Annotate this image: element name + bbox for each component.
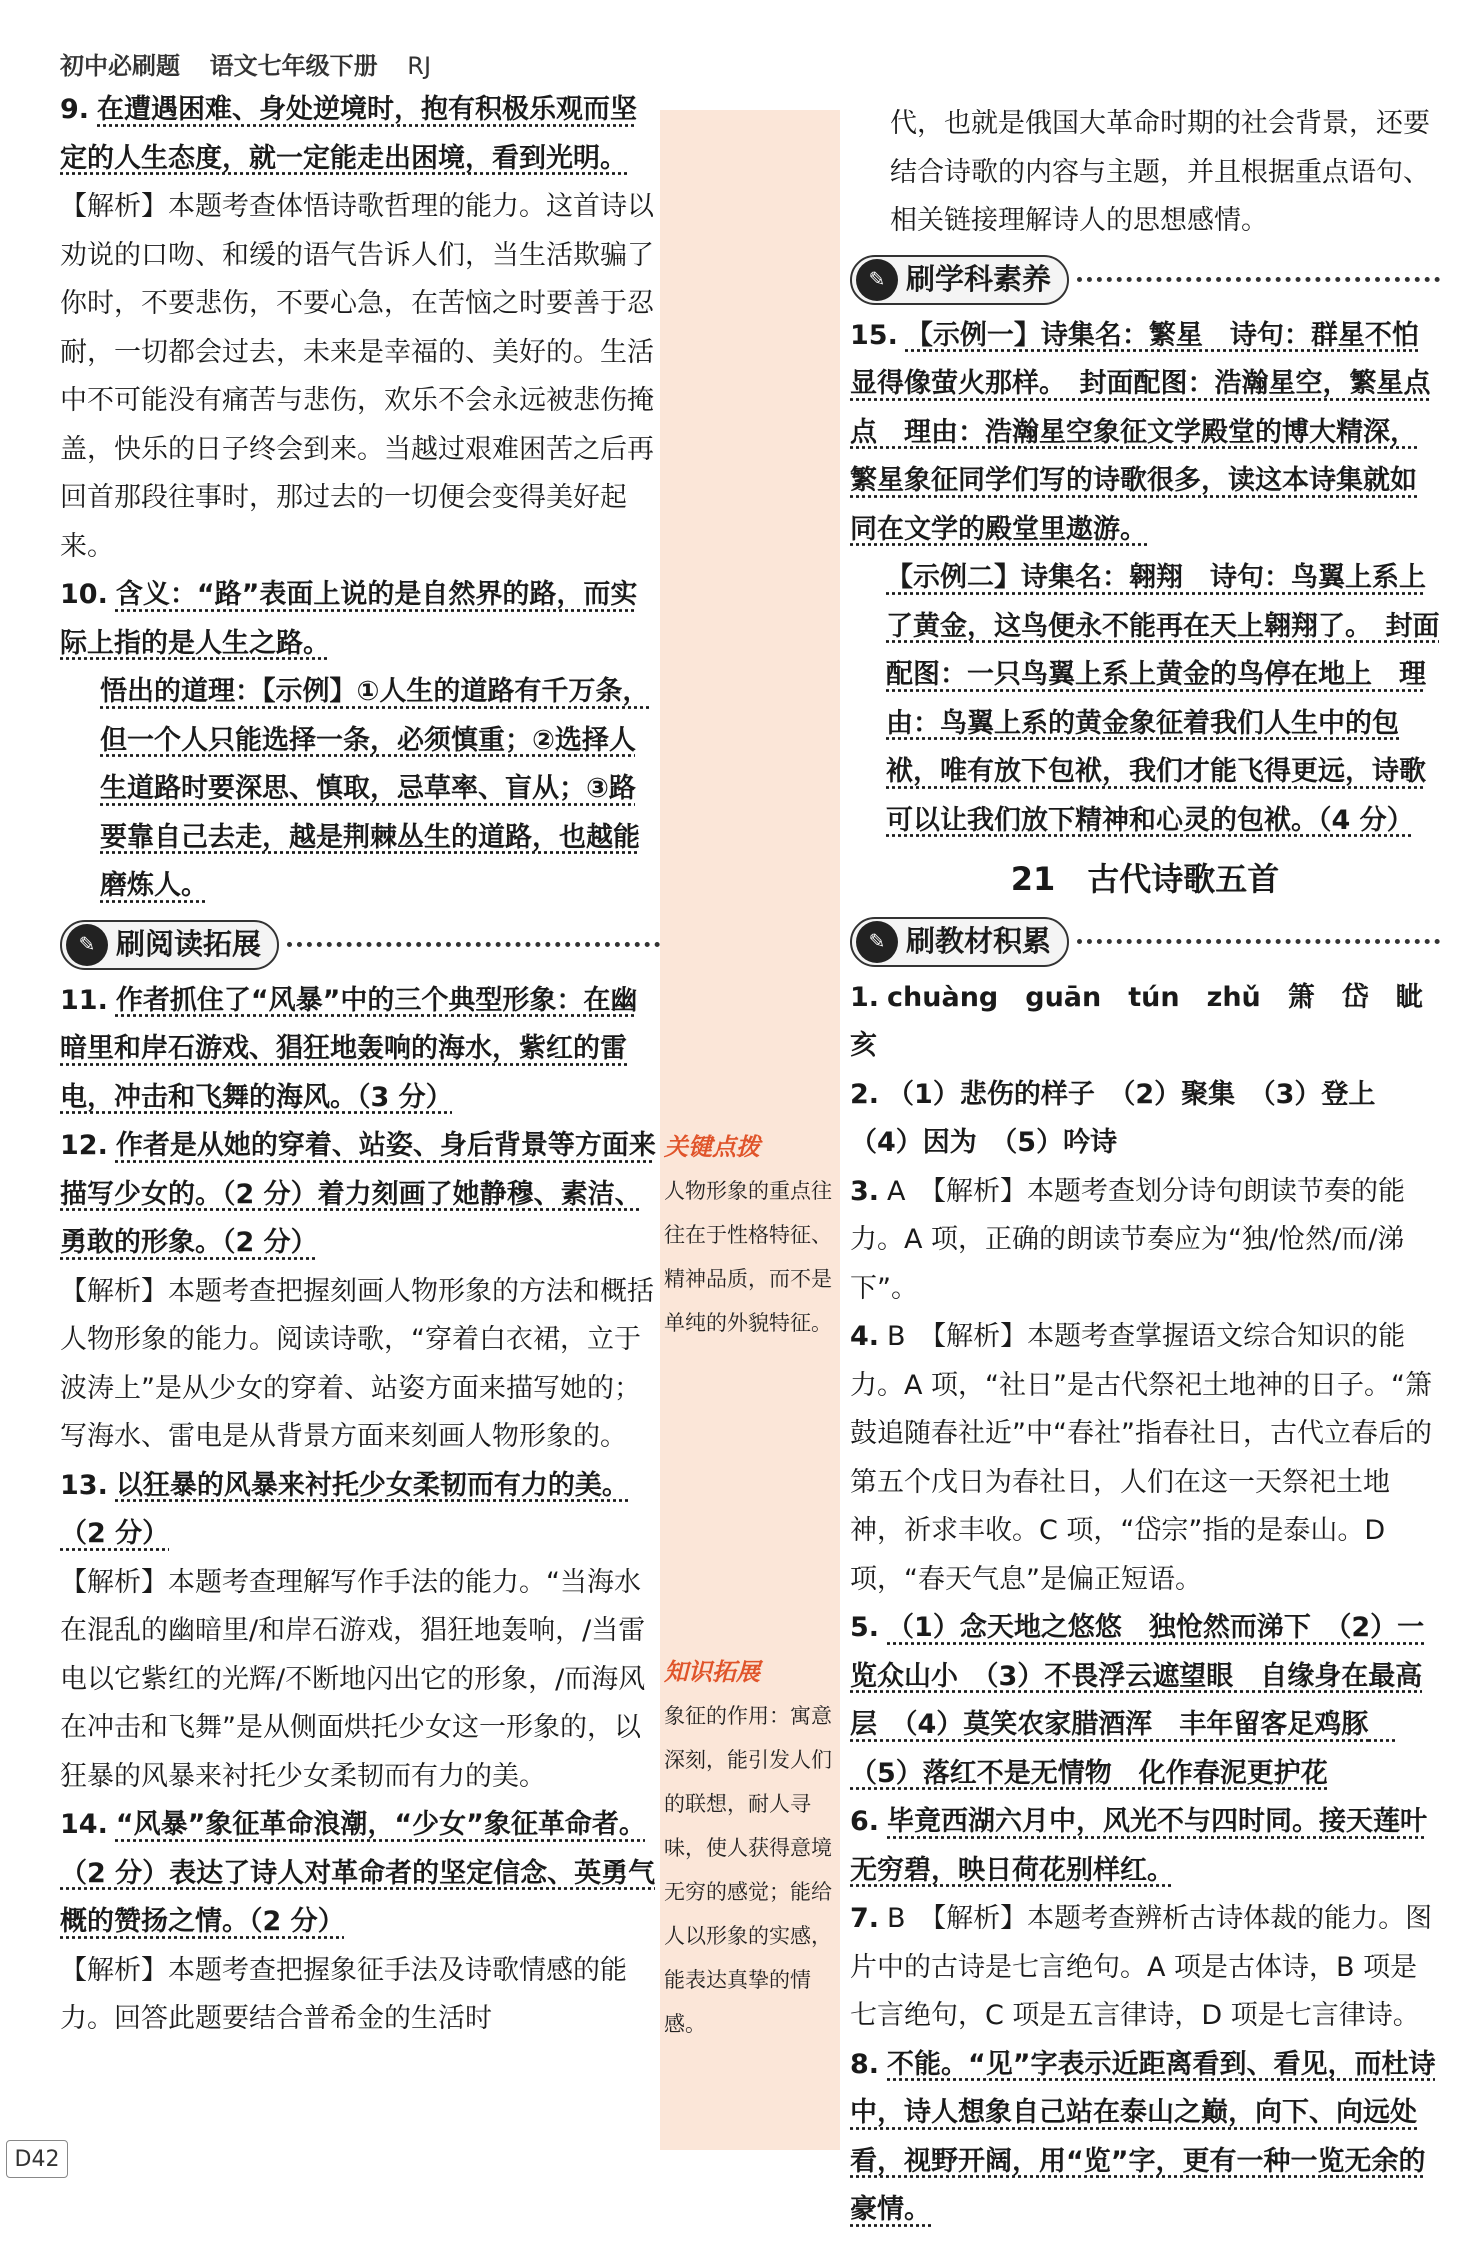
page-number: D42 xyxy=(6,2140,68,2178)
q14-analysis: 【解析】本题考查把握象征手法及诗歌情感的能力。回答此题要结合普希金的生活时 xyxy=(60,1954,627,2034)
right-column xyxy=(850,100,1450,2235)
r-q2-number: 2. xyxy=(850,1078,880,1110)
section-title: 刷阅读拓展 xyxy=(116,927,262,962)
section-divider xyxy=(1077,277,1440,282)
q13-analysis: 【解析】本题考查理解写作手法的能力。“当海水在混乱的幽暗里/和岸石游戏，猖狂地轰响，/当雷电以它紫红的光辉/不断地闪出它的形象，/而海风在冲击和飞舞”是从侧面烘托少女这一形象的，以狂暴的风暴来衬托少女柔韧而有力的美。 xyxy=(60,1566,646,1792)
section-reading-extension xyxy=(60,917,660,973)
q15-number: 15. xyxy=(850,319,898,351)
q14-analysis-continued: 代，也就是俄国大革命时期的社会背景，还要结合诗歌的内容与主题，并且根据重点语句、相关链接理解诗人的思想感情。 xyxy=(890,108,1430,236)
q12-number: 12. xyxy=(60,1130,108,1161)
r-q1-number: 1. xyxy=(850,981,880,1013)
section-title: 刷学科素养 xyxy=(906,262,1052,297)
q15-example-1: 【示例一】诗集名：繁星 诗句：群星不怕显得像萤火那样。 封面配图：浩瀚星空，繁星点点 理由：浩瀚星空象征文学殿堂的博大精深，繁星象征同学们写的诗歌很多，读这本诗集就如同在文学的殿堂里遨游。 xyxy=(850,319,1431,545)
book-icon: ✎ xyxy=(856,921,898,963)
q12-answer: 作者是从她的穿着、站姿、身后背景等方面来描写少女的。（2 分）着力刻画了她静穆、素洁、勇敢的形象。（2 分） xyxy=(60,1130,656,1258)
section-title: 刷教材积累 xyxy=(906,924,1052,959)
q15-example-2: 【示例二】诗集名：翱翔 诗句：鸟翼上系上了黄金，这鸟便永不能再在天上翱翔了。 封面配图：一只鸟翼上系上黄金的鸟停在地上 理由：鸟翼上系的黄金象征着我们人生中的包袱，唯有放下包袱，我们才能飞得更远，诗歌可以让我们放下精神和心灵的包袱。（4 分） xyxy=(886,562,1440,836)
r-q6-text: 毕竟西湖六月中，风光不与四时同。接天莲叶无穷碧，映日荷花别样红。 xyxy=(850,1806,1428,1886)
r-q7-text: B 【解析】本题考查辨析古诗体裁的能力。图片中的古诗是七言绝句。A 项是古体诗，B 项是七言绝句，C 项是五言律诗，D 项是七言律诗。 xyxy=(850,1903,1433,2031)
r-q5-number: 5. xyxy=(850,1612,880,1643)
section-textbook xyxy=(850,914,1440,970)
series-name: 初中必刷题 xyxy=(60,52,180,80)
q11-answer: 作者抓住了“风暴”中的三个典型形象：在幽暗里和岸石游戏、猖狂地轰响的海水，紫红的雷电，冲击和飞舞的海风。（3 分） xyxy=(60,984,638,1113)
note-knowledge xyxy=(664,1650,832,2046)
r-q3-text: A 【解析】本题考查划分诗句朗读节奏的能力。A 项，正确的朗读节奏应为“独/怆然/而/涕下”。 xyxy=(850,1175,1406,1304)
note-key-point xyxy=(664,1125,832,1345)
r-q8-number: 8. xyxy=(850,2048,880,2080)
r-q3-number: 3. xyxy=(850,1175,880,1207)
section-divider xyxy=(1077,939,1440,944)
r-q5-text: （1）念天地之悠悠 独怆然而涕下 （2）一览众山小 （3）不畏浮云遮望眼 自缘身在最高层 （4）莫笑农家腊酒浑 丰年留客足鸡豚 （5）落红不是无情物 化作春泥更护花 xyxy=(850,1612,1425,1789)
section-subject-literacy xyxy=(850,252,1440,308)
q13-number: 13. xyxy=(60,1469,108,1501)
book-icon: ✎ xyxy=(856,259,898,301)
section-divider xyxy=(287,942,660,947)
r-q8-text: 不能。“见”字表示近距离看到、看见，而杜诗中，诗人想象自己站在泰山之巅，向下、向远处看，视野开阔，用“览”字，更有一种一览无余的豪情。 xyxy=(850,2048,1436,2225)
q9-analysis: 【解析】本题考查体悟诗歌哲理的能力。这首诗以劝说的口吻、和缓的语气告诉人们，当生活欺骗了你时，不要悲伤，不要心急，在苦恼之时要善于忍耐，一切都会过去，未来是幸福的、美好的。生活中不可能没有痛苦与悲伤，欢乐不会永远被悲伤掩盖，快乐的日子终会到来。当越过艰难困苦之后再回首那段往事时，那过去的一切便会变得美好起来。 xyxy=(60,191,654,562)
note-knowledge-text: 象征的作用：寓意深刻，能引发人们的联想，耐人寻味，使人获得意境无穷的感觉；能给人以形象的实感，能表达真挚的情感。 xyxy=(664,1704,832,2036)
q13-answer: 以狂暴的风暴来衬托少女柔韧而有力的美。（2 分） xyxy=(60,1469,629,1549)
r-q2-text: （1）悲伤的样子 （2）聚集 （3）登上 （4）因为 （5）吟诗 xyxy=(850,1078,1403,1158)
r-q6-number: 6. xyxy=(850,1806,880,1837)
q14-number: 14. xyxy=(60,1809,108,1840)
note-key-point-title: 关键点拨 xyxy=(664,1133,760,1161)
subject-name: 语文七年级下册 xyxy=(209,52,378,80)
q9-answer: 在遭遇困难、身处逆境时，抱有积极乐观而坚定的人生态度，就一定能走出困境，看到光明。 xyxy=(60,94,638,174)
q12-analysis: 【解析】本题考查把握刻画人物形象的方法和概括人物形象的能力。阅读诗歌，“穿着白衣裙，立于波涛上”是从少女的穿着、站姿方面来描写她的；写海水、雷电是从背景方面来刻画人物形象的。 xyxy=(60,1275,654,1452)
q10-meaning: 含义：“路”表面上说的是自然界的路，而实际上指的是人生之路。 xyxy=(60,579,638,659)
book-icon: ✎ xyxy=(66,924,108,966)
lesson-title: 21 古代诗歌五首 xyxy=(1010,860,1280,898)
q10-number: 10. xyxy=(60,579,108,610)
r-q4-text: B 【解析】本题考查掌握语文综合知识的能力。A 项，“社日”是古代祭祀土地神的日子。“箫鼓追随春社近”中“春社”指春社日，古代立春后的第五个戊日为春社日，人们在这一天祭祀土地神，祈求丰收。C 项，“岱宗”指的是泰山。D 项，“春天气息”是偏正短语。 xyxy=(850,1321,1433,1595)
page-header xyxy=(60,46,453,81)
note-knowledge-title: 知识拓展 xyxy=(664,1658,760,1686)
r-q7-number: 7. xyxy=(850,1903,880,1934)
r-q1-text: chuàng guān tún zhǔ 箫 岱 眦 亥 xyxy=(850,981,1450,1061)
r-q4-number: 4. xyxy=(850,1321,880,1352)
q10-lesson: 悟出的道理：【示例】①人生的道路有千万条，但一个人只能选择一条，必须慎重；②选择人生道路时要深思、慎取，忌草率、盲从；③路要靠自己去走，越是荆棘丛生的道路，也越能磨炼人。 xyxy=(100,676,650,901)
edition-label: RJ xyxy=(407,52,432,80)
q14-answer: “风暴”象征革命浪潮，“少女”象征革命者。（2 分）表达了诗人对革命者的坚定信念、英勇气概的赞扬之情。（2 分） xyxy=(60,1809,656,1937)
note-key-point-text: 人物形象的重点往往在于性格特征、精神品质，而不是单纯的外貌特征。 xyxy=(664,1179,832,1335)
q11-number: 11. xyxy=(60,984,108,1016)
left-column xyxy=(60,86,660,2044)
q9-number: 9. xyxy=(60,94,90,125)
